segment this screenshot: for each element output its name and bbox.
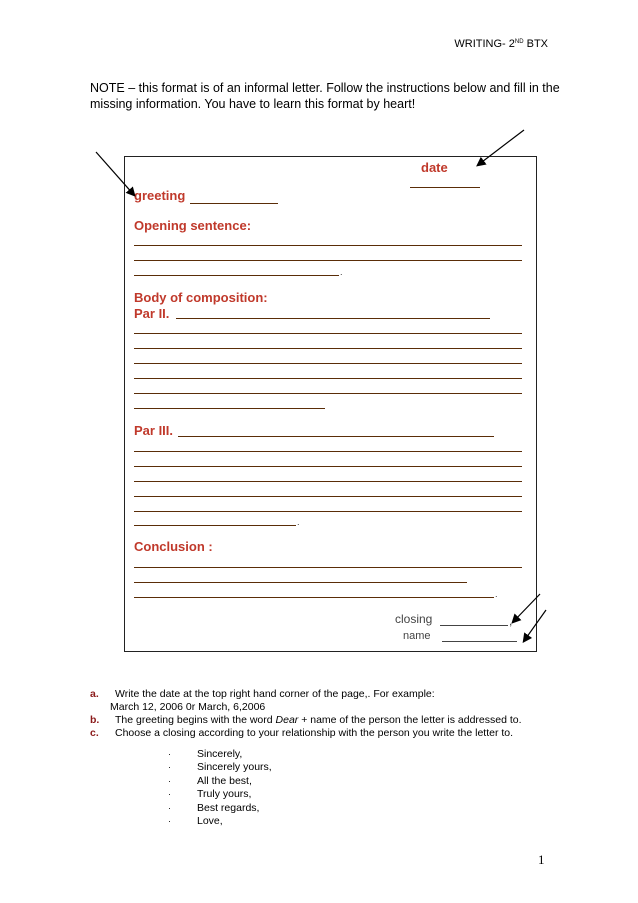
par2-label: Par II. [134,306,170,321]
instruction-b: b. The greeting begins with the word Dear + name of the person the letter is addressed to. [90,714,522,726]
instruction-a-example: March 12, 2006 0r March, 6,2006 [110,701,266,713]
list-item: · Truly yours, [168,788,252,801]
opening-period: . [340,267,343,277]
name-label: name [403,630,431,642]
page-number: 1 [538,852,545,867]
conclusion-period: . [495,589,498,599]
date-arrow [478,130,524,165]
opening-sentence-label: Opening sentence: [134,218,252,233]
list-item: · Love, [168,815,223,828]
par3-period: . [297,517,300,527]
par3-label: Par III. [134,423,174,438]
instruction-c: c. Choose a closing according to your relationship with the person you write the letter to. [90,727,514,739]
page-header: WRITING- 2ND BTX [454,38,548,50]
greeting-arrow [96,152,134,195]
conclusion-label: Conclusion : [134,539,213,554]
body-label: Body of composition: [134,290,268,305]
list-item: · All the best, [168,774,252,787]
closing-options-list [168,748,272,828]
closing-label: closing [395,612,433,626]
list-item: · Best regards, [168,801,260,814]
closing-comma: , [509,614,513,628]
name-arrow [524,610,546,641]
note-paragraph: NOTE – this format is of an informal letter. Follow the instructions below and fill in the missing information. You have to learn this format by heart! [90,81,560,111]
list-item: · Sincerely, [168,748,243,760]
greeting-label: greeting [134,188,186,203]
instructions-list [90,688,550,740]
closing-arrow [513,594,540,622]
date-label: date [421,160,448,175]
instruction-a: a. Write the date at the top right hand corner of the page,. For example: [90,688,435,700]
list-item: · Sincerely yours, [168,761,272,774]
